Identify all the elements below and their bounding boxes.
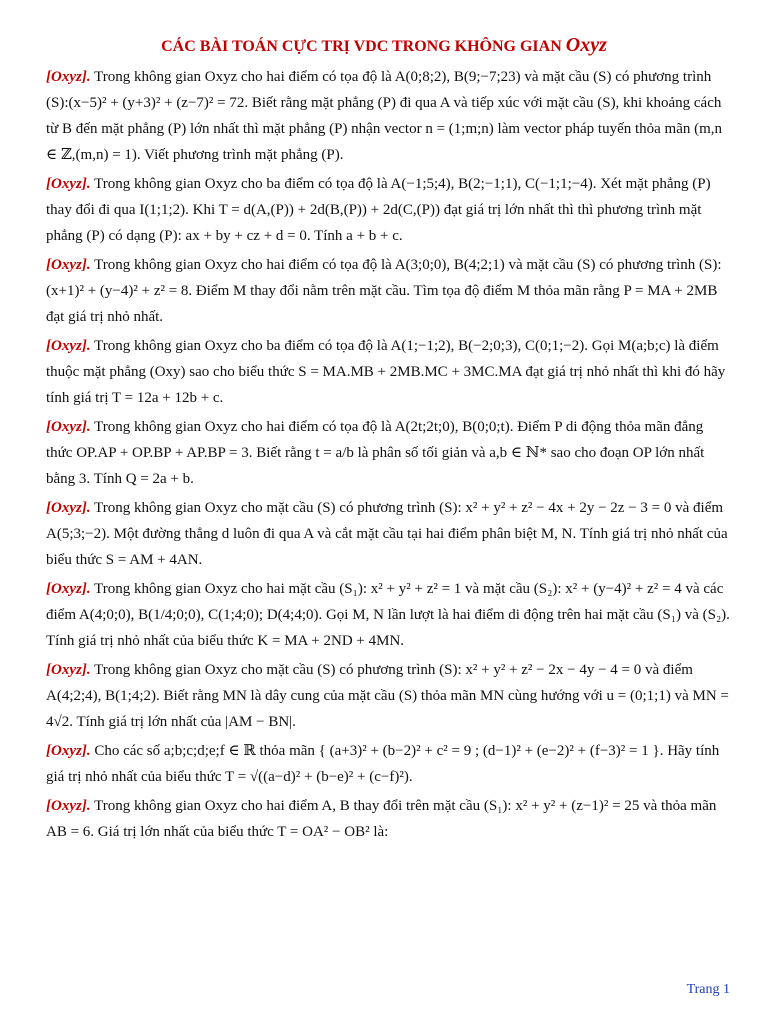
title-emphasis: Oxyz — [565, 34, 607, 56]
page-title — [0, 34, 768, 57]
problem-9 — [46, 738, 730, 790]
problem-tag: [Oxyz]. — [46, 257, 91, 273]
problem-tag: [Oxyz]. — [46, 338, 91, 354]
problem-tag: [Oxyz]. — [46, 69, 91, 85]
problem-3 — [46, 252, 730, 330]
problem-tag: [Oxyz]. — [46, 581, 91, 597]
problem-text: Trong không gian Oxyz cho hai điểm có tọa độ là A(2t;2t;0), B(0;0;t). Điểm P di động thỏa mãn đẳng thức OP.AP + OP.BP + AP.BP = 3. Biết rằng t = a/b là phân số tối giản và a,b ∈ ℕ* sao cho đoạn OP lớn nhất bằng 3. Tính Q = 2a + b. — [46, 419, 705, 487]
problem-text: Trong không gian Oxyz cho mặt cầu (S) có phương trình (S): x² + y² + z² − 4x + 2y − 2z − 3 = 0 và điểm A(5;3;−2). Một đường thẳng d luôn đi qua A và cắt mặt cầu tại hai điểm phân biệt M, N. Tính giá trị nhỏ nhất của biểu thức S = AM + 4AN. — [46, 500, 728, 568]
problem-7 — [46, 576, 730, 654]
problem-tag: [Oxyz]. — [46, 662, 91, 678]
problem-text: Trong không gian Oxyz cho mặt cầu (S) có phương trình (S): x² + y² + z² − 2x − 4y − 4 = 0 và điểm A(4;2;4), B(1;4;2). Biết rằng MN là dây cung của mặt cầu (S) thỏa mãn MN cùng hướng với u = (0;1;1) và MN = 4√2. Tính giá trị lớn nhất của |AM − BN|. — [46, 662, 729, 730]
problem-text: Trong không gian Oxyz cho ba điểm có tọa độ là A(−1;5;4), B(2;−1;1), C(−1;1;−4). Xét mặt phẳng (P) thay đổi đi qua I(1;1;2). Khi T = d(A,(P)) + 2d(B,(P)) + 2d(C,(P)) đạt giá trị lớn nhất thì thì phương trình mặt phẳng (P) có dạng (P): ax + by + cz + d = 0. Tính a + b + c. — [46, 176, 711, 244]
problem-2 — [46, 171, 730, 249]
problem-text: Trong không gian Oxyz cho ba điểm có tọa độ là A(1;−1;2), B(−2;0;3), C(0;1;−2). Gọi M(a;b;c) là điểm thuộc mặt phẳng (Oxy) sao cho biểu thức S = MA.MB + 2MB.MC + 3MC.MA đạt giá trị nhỏ nhất thì khi đó hãy tính giá trị T = 12a + 12b + c. — [46, 338, 726, 406]
problem-tag: [Oxyz]. — [46, 419, 91, 435]
problem-text: Trong không gian Oxyz cho hai mặt cầu (S₁): x² + y² + z² = 1 và mặt cầu (S₂): x² + (y−4)² + z² = 4 và các điểm A(4;0;0), B(1/4;0;0), C(1;4;0); D(4;4;0). Gọi M, N lần lượt là hai điểm di động trên hai mặt cầu (S₁) và (S₂). Tính giá trị nhỏ nhất của biểu thức K = MA + 2ND + 4MN. — [46, 581, 730, 649]
problem-10 — [46, 793, 730, 845]
problem-tag: [Oxyz]. — [46, 798, 91, 814]
page-number: Trang 1 — [686, 982, 730, 997]
problem-text: Trong không gian Oxyz cho hai điểm có tọa độ là A(0;8;2), B(9;−7;23) và mặt cầu (S) có phương trình (S):(x−5)² + (y+3)² + (z−7)² = 72. Biết rằng mặt phẳng (P) đi qua A và tiếp xúc với mặt cầu (S), khi khoảng cách từ B đến mặt phẳng (P) lớn nhất thì mặt phẳng (P) nhận vector n = (1;m;n) làm vector pháp tuyến thỏa mãn (m,n ∈ ℤ,(m,n) = 1). Viết phương trình mặt phẳng (P). — [46, 69, 723, 163]
problem-5 — [46, 414, 730, 492]
title-main: CÁC BÀI TOÁN CỰC TRỊ VDC TRONG KHÔNG GIAN — [161, 38, 566, 55]
problem-tag: [Oxyz]. — [46, 500, 91, 516]
problem-list — [46, 64, 730, 848]
problem-1 — [46, 64, 730, 168]
problem-6 — [46, 495, 730, 573]
problem-4 — [46, 333, 730, 411]
problem-8 — [46, 657, 730, 735]
problem-tag: [Oxyz]. — [46, 743, 91, 759]
problem-tag: [Oxyz]. — [46, 176, 91, 192]
problem-text: Trong không gian Oxyz cho hai điểm A, B thay đổi trên mặt cầu (S₁): x² + y² + (z−1)² = 25 và thỏa mãn AB = 6. Giá trị lớn nhất của biểu thức T = OA² − OB² là: — [46, 798, 717, 840]
problem-text: Trong không gian Oxyz cho hai điểm có tọa độ là A(3;0;0), B(4;2;1) và mặt cầu (S) có phương trình (S):(x+1)² + (y−4)² + z² = 8. Điểm M thay đổi nằm trên mặt cầu. Tìm tọa độ điểm M thỏa mãn rằng P = MA + 2MB đạt giá trị nhỏ nhất. — [46, 257, 722, 325]
problem-text: Cho các số a;b;c;d;e;f ∈ ℝ thỏa mãn { (a+3)² + (b−2)² + c² = 9 ; (d−1)² + (e−2)² + (f−3)² = 1 }. Hãy tính giá trị nhỏ nhất của biểu thức T = √((a−d)² + (b−e)² + (c−f)²). — [46, 743, 720, 785]
